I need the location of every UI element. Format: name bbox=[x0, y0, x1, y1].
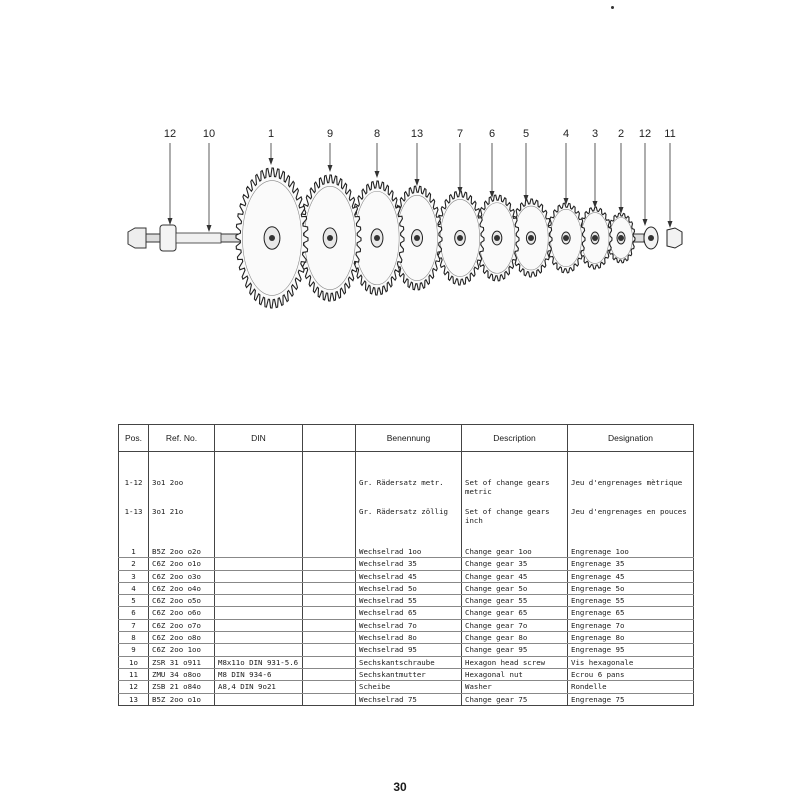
cell-din bbox=[215, 693, 303, 705]
cell-pos bbox=[119, 534, 149, 546]
cell-designation: Jeu d'engrenages en pouces bbox=[568, 505, 694, 534]
cell-description: Change gear 45 bbox=[462, 570, 568, 582]
table-row bbox=[119, 693, 694, 705]
cell-description: Change gear 95 bbox=[462, 644, 568, 656]
cell-pos: 2 bbox=[119, 558, 149, 570]
cell-din bbox=[215, 452, 303, 477]
cell-designation: Engrenage 55 bbox=[568, 595, 694, 607]
cell-pos: 5 bbox=[119, 595, 149, 607]
cell-ref: C6Z 2oo 1oo bbox=[149, 644, 215, 656]
bolt-head bbox=[128, 228, 146, 248]
callout-label: 6 bbox=[488, 128, 496, 140]
cell-pos: 3 bbox=[119, 570, 149, 582]
page-number: 30 bbox=[393, 780, 407, 794]
cell-designation: Engrenage 35 bbox=[568, 558, 694, 570]
table-row bbox=[119, 582, 694, 594]
change-gear bbox=[236, 168, 308, 308]
callout-arrow bbox=[375, 171, 380, 178]
cell-ref: C6Z 2oo o8o bbox=[149, 632, 215, 644]
callout-label: 1 bbox=[267, 128, 275, 140]
cell-ref: ZSR 31 o911 bbox=[149, 656, 215, 668]
table-row bbox=[119, 570, 694, 582]
callout-arrow bbox=[269, 158, 274, 165]
cell-pos: 1 bbox=[119, 546, 149, 558]
cell-pos bbox=[119, 452, 149, 477]
cell-din bbox=[215, 595, 303, 607]
cell-ref: 3o1 21o bbox=[149, 505, 215, 534]
cell-din: M8 DIN 934-6 bbox=[215, 668, 303, 680]
cell-benennung: Wechselrad 45 bbox=[356, 570, 462, 582]
callout-label: 13 bbox=[410, 128, 424, 140]
cell-description: Change gear 75 bbox=[462, 693, 568, 705]
cell-designation: Engrenage 5o bbox=[568, 582, 694, 594]
cell-ref: B5Z 2oo o2o bbox=[149, 546, 215, 558]
gear-bore bbox=[457, 235, 463, 241]
col-header-din: DIN bbox=[215, 425, 303, 452]
cell-description: Hexagon head screw bbox=[462, 656, 568, 668]
cell-ref bbox=[149, 534, 215, 546]
cell-blank bbox=[303, 693, 356, 705]
col-header-ref: Ref. No. bbox=[149, 425, 215, 452]
hex-nut bbox=[667, 228, 682, 248]
col-header-blank bbox=[303, 425, 356, 452]
cell-description: Change gear 5o bbox=[462, 582, 568, 594]
cell-pos: 11 bbox=[119, 668, 149, 680]
cell-blank bbox=[303, 644, 356, 656]
cell-blank bbox=[303, 452, 356, 477]
cell-din bbox=[215, 607, 303, 619]
gear-bore bbox=[563, 235, 569, 241]
cell-din bbox=[215, 644, 303, 656]
cell-ref: C6Z 2oo o6o bbox=[149, 607, 215, 619]
cell-blank bbox=[303, 534, 356, 546]
table-row bbox=[119, 534, 694, 546]
cell-pos: 13 bbox=[119, 693, 149, 705]
callout-label: 11 bbox=[664, 128, 676, 140]
table-row bbox=[119, 619, 694, 631]
gear-bore bbox=[528, 235, 534, 241]
table-row bbox=[119, 644, 694, 656]
cell-pos: 9 bbox=[119, 644, 149, 656]
cell-pos: 4 bbox=[119, 582, 149, 594]
parts-table bbox=[118, 424, 694, 706]
cell-blank bbox=[303, 476, 356, 505]
cell-pos: 8 bbox=[119, 632, 149, 644]
cell-description: Change gear 35 bbox=[462, 558, 568, 570]
cell-description: Change gear 8o bbox=[462, 632, 568, 644]
table-header-row bbox=[119, 425, 694, 452]
washer-left bbox=[160, 225, 176, 251]
cell-benennung: Wechselrad 5o bbox=[356, 582, 462, 594]
callout-label: 12 bbox=[638, 128, 652, 140]
cell-designation: Engrenage 8o bbox=[568, 632, 694, 644]
cell-designation bbox=[568, 452, 694, 477]
gear-bore bbox=[618, 235, 624, 241]
cell-benennung: Wechselrad 8o bbox=[356, 632, 462, 644]
callout-arrow bbox=[328, 165, 333, 172]
cell-din: M8x11o DIN 931-5.6 bbox=[215, 656, 303, 668]
cell-benennung: Gr. Rädersatz metr. bbox=[356, 476, 462, 505]
cell-designation: Engrenage 95 bbox=[568, 644, 694, 656]
cell-blank bbox=[303, 656, 356, 668]
cell-pos: 6 bbox=[119, 607, 149, 619]
cell-blank bbox=[303, 570, 356, 582]
cell-blank bbox=[303, 582, 356, 594]
callout-label: 8 bbox=[373, 128, 381, 140]
cell-benennung: Scheibe bbox=[356, 681, 462, 693]
gear-bore bbox=[269, 235, 275, 241]
cell-din bbox=[215, 534, 303, 546]
cell-ref: ZSB 21 o84o bbox=[149, 681, 215, 693]
cell-ref: C6Z 2oo o3o bbox=[149, 570, 215, 582]
callout-label: 5 bbox=[522, 128, 530, 140]
table-row bbox=[119, 452, 694, 477]
cell-din: A8,4 DIN 9o21 bbox=[215, 681, 303, 693]
cell-designation bbox=[568, 534, 694, 546]
cell-blank bbox=[303, 668, 356, 680]
cell-description bbox=[462, 452, 568, 477]
cell-description: Change gear 65 bbox=[462, 607, 568, 619]
table-row bbox=[119, 505, 694, 534]
cell-pos: 1-13 bbox=[119, 505, 149, 534]
cell-description: Change gear 55 bbox=[462, 595, 568, 607]
cell-blank bbox=[303, 505, 356, 534]
cell-benennung: Sechskantmutter bbox=[356, 668, 462, 680]
cell-din bbox=[215, 476, 303, 505]
col-header-pos: Pos. bbox=[119, 425, 149, 452]
callout-label: 10 bbox=[202, 128, 216, 140]
cell-benennung: Wechselrad 1oo bbox=[356, 546, 462, 558]
cell-din bbox=[215, 619, 303, 631]
cell-designation: Engrenage 65 bbox=[568, 607, 694, 619]
callout-label: 9 bbox=[326, 128, 334, 140]
cell-benennung: Wechselrad 75 bbox=[356, 693, 462, 705]
callout-arrow bbox=[168, 218, 173, 225]
table-row bbox=[119, 656, 694, 668]
gear-bore bbox=[414, 235, 420, 241]
cell-benennung: Wechselrad 35 bbox=[356, 558, 462, 570]
col-header-description: Description bbox=[462, 425, 568, 452]
cell-benennung: Wechselrad 95 bbox=[356, 644, 462, 656]
cell-din bbox=[215, 582, 303, 594]
cell-designation: Engrenage 1oo bbox=[568, 546, 694, 558]
cell-ref: C6Z 2oo o4o bbox=[149, 582, 215, 594]
cell-din bbox=[215, 546, 303, 558]
cell-benennung: Sechskantschraube bbox=[356, 656, 462, 668]
change-gear bbox=[436, 191, 484, 285]
cell-din bbox=[215, 558, 303, 570]
cell-benennung: Wechselrad 65 bbox=[356, 607, 462, 619]
table-row bbox=[119, 668, 694, 680]
cell-designation: Ecrou 6 pans bbox=[568, 668, 694, 680]
cell-pos: 1o bbox=[119, 656, 149, 668]
cell-blank bbox=[303, 595, 356, 607]
table-row bbox=[119, 476, 694, 505]
cell-pos: 1-12 bbox=[119, 476, 149, 505]
callout-arrow bbox=[643, 219, 648, 226]
cell-designation: Engrenage 45 bbox=[568, 570, 694, 582]
cell-ref: C6Z 2oo o5o bbox=[149, 595, 215, 607]
cell-benennung: Wechselrad 7o bbox=[356, 619, 462, 631]
cell-description: Washer bbox=[462, 681, 568, 693]
table-row bbox=[119, 681, 694, 693]
callout-arrow bbox=[207, 225, 212, 232]
cell-ref: C6Z 2oo o7o bbox=[149, 619, 215, 631]
table-row bbox=[119, 595, 694, 607]
cell-din bbox=[215, 570, 303, 582]
cell-blank bbox=[303, 546, 356, 558]
callout-label: 2 bbox=[617, 128, 625, 140]
cell-ref: ZMU 34 o8oo bbox=[149, 668, 215, 680]
cell-description: Change gear 1oo bbox=[462, 546, 568, 558]
gear-bore bbox=[592, 235, 598, 241]
cell-ref: B5Z 2oo o1o bbox=[149, 693, 215, 705]
cell-description: Set of change gears inch bbox=[462, 505, 568, 534]
cell-description: Set of change gears metric bbox=[462, 476, 568, 505]
cell-blank bbox=[303, 558, 356, 570]
col-header-benennung: Benennung bbox=[356, 425, 462, 452]
cell-blank bbox=[303, 607, 356, 619]
cell-benennung: Wechselrad 55 bbox=[356, 595, 462, 607]
cell-designation: Engrenage 75 bbox=[568, 693, 694, 705]
cell-blank bbox=[303, 681, 356, 693]
gear-bore bbox=[494, 235, 500, 241]
cell-blank bbox=[303, 632, 356, 644]
table-row bbox=[119, 632, 694, 644]
washer-right-hole bbox=[648, 235, 654, 241]
cell-benennung: Gr. Rädersatz zöllig bbox=[356, 505, 462, 534]
callout-arrow bbox=[415, 179, 420, 186]
thread bbox=[176, 233, 221, 243]
callout-label: 3 bbox=[591, 128, 599, 140]
cell-benennung bbox=[356, 452, 462, 477]
gear-bore bbox=[327, 235, 333, 241]
cell-benennung bbox=[356, 534, 462, 546]
cell-description: Change gear 7o bbox=[462, 619, 568, 631]
cell-pos: 12 bbox=[119, 681, 149, 693]
cell-description bbox=[462, 534, 568, 546]
table-row bbox=[119, 558, 694, 570]
cell-designation: Vis hexagonale bbox=[568, 656, 694, 668]
cell-designation: Rondelle bbox=[568, 681, 694, 693]
table-row bbox=[119, 546, 694, 558]
callout-label: 7 bbox=[456, 128, 464, 140]
callout-label: 4 bbox=[562, 128, 570, 140]
gear-set-diagram bbox=[0, 0, 800, 360]
change-gear bbox=[547, 203, 585, 273]
callout-arrow bbox=[668, 221, 673, 228]
col-header-designation: Designation bbox=[568, 425, 694, 452]
cell-designation: Jeu d'engrenages mètrique bbox=[568, 476, 694, 505]
cell-designation: Engrenage 7o bbox=[568, 619, 694, 631]
cell-ref: 3o1 2oo bbox=[149, 476, 215, 505]
cell-din bbox=[215, 505, 303, 534]
cell-ref: C6Z 2oo o1o bbox=[149, 558, 215, 570]
cell-ref bbox=[149, 452, 215, 477]
cell-blank bbox=[303, 619, 356, 631]
callout-label: 12 bbox=[163, 128, 177, 140]
gear-bore bbox=[374, 235, 380, 241]
cell-pos: 7 bbox=[119, 619, 149, 631]
table-row bbox=[119, 607, 694, 619]
cell-description: Hexagonal nut bbox=[462, 668, 568, 680]
cell-din bbox=[215, 632, 303, 644]
